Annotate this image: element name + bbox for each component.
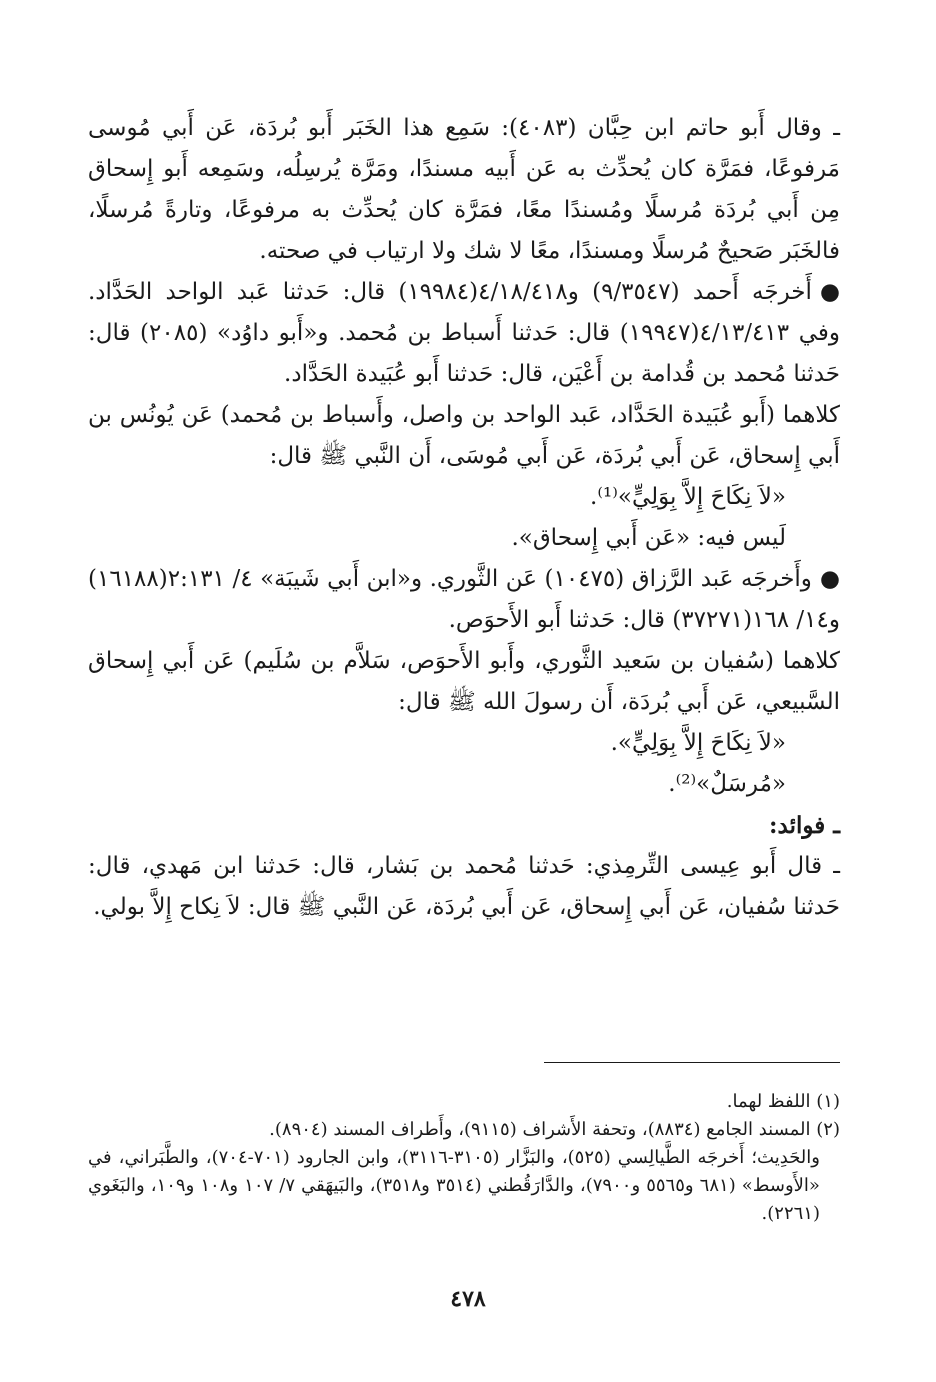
paragraph-ahmad-takhrij — [88, 272, 840, 395]
paragraph-text: ـ وقال أَبو حاتم ابن حِبَّان (٤٠٨٣): سَمِع هذا الخَبَر أَبو بُردَة، عَن أَبي مُوسى مَرفوعًا، فمَرَّة كان يُحدِّث به عَن أَبيه مسندًا، ومَرَّة يُرسِلُه، وسَمِعه أَبو إِسحاق مِن أَبي بُردَة مُرسلًا ومُسندًا معًا، فمَرَّة كان يُحدِّث به مرفوعًا، وتارةً مُرسلًا، فالخَبَر صَحيحٌ مُرسلًا ومسندًا، معًا لا شك ولا ارتياب في صحته. — [88, 115, 840, 264]
footnote-divider — [544, 1062, 840, 1063]
hadith-text-2 — [88, 723, 840, 764]
footnote-2-continued: والحَدِيث؛ أَخرجَه الطَّيالِسي (٥٢٥)، والبَزَّار (٣١٠٥-٣١١٦)، وابن الجارود (٧٠١-٧٠٤)، والطَّبَراني، في «الأَوسط» (٦٨١ و٥٥٦٥ و٧٩٠٠)، والدَّارَقُطني (٣٥١٤ و٣٥١٨)، والبَيهَقي ٧/ ١٠٧ و١٠٨ و١٠٩، والبَغَوي (٢٢٦١). — [88, 1147, 820, 1224]
footnote-1: (١) اللفظ لهما. — [726, 1091, 840, 1112]
paragraph-text: «مُرسَلٌ»⁽²⁾. — [668, 771, 786, 797]
note-not-in-it — [88, 518, 840, 559]
bullet-icon: ● — [819, 566, 840, 592]
paragraph-tirmidhi — [88, 846, 840, 928]
bullet-icon: ● — [819, 279, 840, 305]
hadith-text-1 — [88, 477, 840, 518]
paragraph-both-sufyan — [88, 641, 840, 723]
paragraph-text: أَخرجَه أَحمد (٩/٣٥٤٧) و٤/١٨/٤١٨(١٩٩٨٤) قال: حَدثنا عَبد الواحد الحَدَّاد. وفي ٤/١٣/٤١٣(١٩٩٤٧) قال: حَدثنا أَسباط بن مُحمد. و«أَبو داوُد» (٢٠٨٥) قال: حَدثنا مُحمد بن قُدامة بن أَعْيَن، قال: حَدثنا أَبو عُبَيدة الحَدَّاد. — [88, 279, 840, 387]
section-heading-fawaid — [88, 805, 840, 846]
footnotes — [88, 1088, 840, 1228]
paragraph-text: وأَخرجَه عَبد الرَّزاق (١٠٤٧٥) عَن الثَّوري. و«ابن أَبي شَيبَة» ٤/ ٢:١٣١(١٦١٨٨) و١٤/ ١٦٨(٣٧٢٧١) قال: حَدثنا أَبو الأَحوَص. — [88, 566, 840, 633]
note-mursal — [88, 764, 840, 805]
paragraph-text: لَيس فيه: «عَن أَبي إِسحاق». — [511, 525, 786, 551]
main-text — [88, 108, 840, 928]
paragraph-text: ـ فوائد: — [769, 812, 840, 839]
paragraph-text: «لاَ نِكَاحَ إِلاَّ بِوَلِيٍّ». — [610, 730, 786, 756]
paragraph-ibn-hibban — [88, 108, 840, 272]
footnote-2: (٢) المسند الجامع (٨٨٣٤)، وتحفة الأَشراف (٩١١٥)، وأَطراف المسند (٨٩٠٤). — [269, 1119, 840, 1140]
paragraph-text: ـ قال أَبو عِيسى التِّرمِذي: حَدثنا مُحمد بن بَشار، قال: حَدثنا ابن مَهدي، قال: حَدثنا سُفيان، عَن أَبي إِسحاق، عَن أَبي بُردَة، عَن النَّبي ﷺ قال: لاَ نِكاح إِلاَّ بولي. — [88, 853, 840, 920]
paragraph-text: كلاهما (أَبو عُبَيدة الحَدَّاد، عَبد الواحد بن واصل، وأَسباط بن مُحمد) عَن يُونُس بن أَبي إِسحاق، عَن أَبي بُردَة، عَن أَبي مُوسَى، أَن النَّبي ﷺ قال: — [88, 402, 840, 469]
paragraph-text: كلاهما (سُفيان بن سَعيد الثَّوري، وأَبو الأَحوَص، سَلاَّم بن سُلَيم) عَن أَبي إِسحاق السَّبيعي، عَن أَبي بُردَة، أَن رسولَ الله ﷺ قال: — [88, 648, 840, 715]
paragraph-text: «لاَ نِكَاحَ إِلاَّ بِوَلِيٍّ»⁽¹⁾. — [590, 484, 786, 510]
page-number: ٤٧٨ — [450, 1286, 486, 1312]
paragraph-both-yunus — [88, 395, 840, 477]
page-body — [88, 108, 840, 1224]
paragraph-abdurrazzaq-takhrij — [88, 559, 840, 641]
